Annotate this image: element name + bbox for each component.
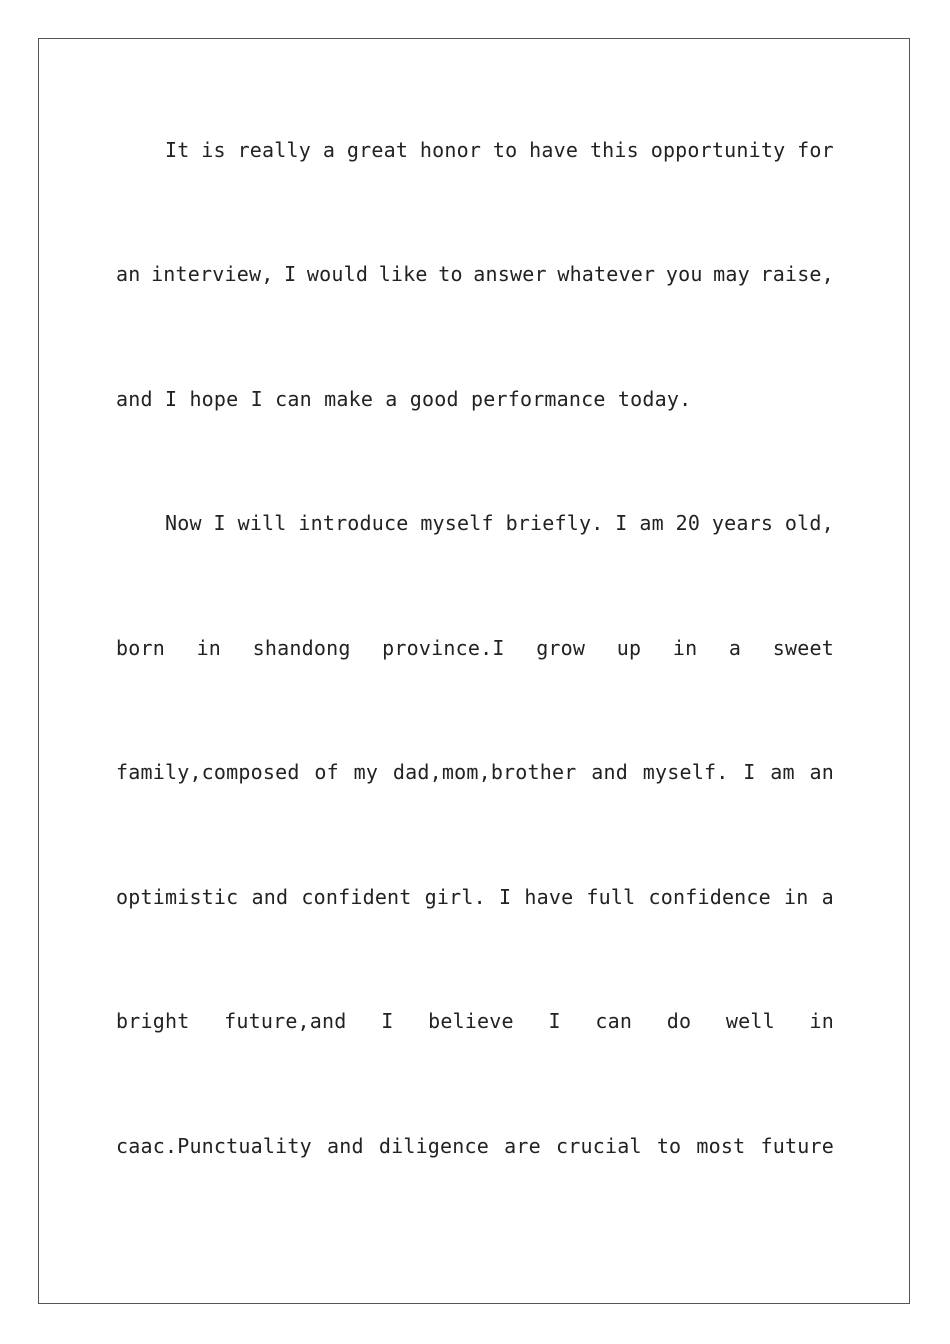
- paragraph-2-line-3: [116, 757, 834, 787]
- word: would: [306, 262, 369, 286]
- word: have: [529, 138, 579, 162]
- word: I: [548, 1009, 561, 1033]
- paragraph-2-line-6: [116, 1131, 834, 1161]
- word: briefly.: [505, 511, 604, 535]
- word: optimistic: [116, 885, 239, 909]
- word: girl.: [424, 885, 486, 909]
- page-border: [38, 38, 910, 1304]
- word: an: [809, 760, 834, 784]
- word: I: [284, 262, 297, 286]
- word: I: [498, 885, 512, 909]
- paragraph-1-line-2: [116, 259, 834, 289]
- word: dad,mom,brother: [392, 760, 577, 784]
- word: full: [586, 885, 636, 909]
- word: you: [665, 262, 703, 286]
- word: of: [314, 760, 339, 784]
- paragraph-1-line-1: [165, 135, 834, 165]
- word: bright: [116, 1009, 190, 1033]
- word: opportunity: [650, 138, 786, 162]
- word: have: [524, 885, 574, 909]
- word: am: [639, 511, 664, 535]
- word: 20: [675, 511, 701, 535]
- word: is: [201, 138, 226, 162]
- word: a: [322, 138, 336, 162]
- word: in: [809, 1009, 834, 1033]
- word: born: [116, 636, 165, 660]
- word: future,and: [224, 1009, 347, 1033]
- word: family,composed: [116, 760, 300, 784]
- word: confident: [301, 885, 412, 909]
- word: and: [326, 1134, 364, 1158]
- word: my: [353, 760, 379, 784]
- word: well: [725, 1009, 775, 1033]
- word: confidence: [648, 885, 771, 909]
- word: I: [213, 511, 226, 535]
- word: up: [616, 636, 642, 660]
- word: to: [492, 138, 518, 162]
- word: most: [696, 1134, 746, 1158]
- word: I: [615, 511, 628, 535]
- word: can: [595, 1009, 633, 1033]
- word: I: [381, 1009, 394, 1033]
- word: really: [237, 138, 312, 162]
- word: I: [743, 760, 756, 784]
- word: whatever: [557, 262, 656, 286]
- word: in: [784, 885, 809, 909]
- word: an: [116, 262, 141, 286]
- word: like: [378, 262, 428, 286]
- word: am: [770, 760, 795, 784]
- word: are: [504, 1134, 541, 1158]
- paragraph-2-line-5: [116, 1006, 834, 1036]
- word: myself.: [642, 760, 729, 784]
- word: caac.Punctuality: [116, 1134, 312, 1158]
- word: years: [711, 511, 774, 535]
- word: this: [589, 138, 639, 162]
- word: province.I: [382, 636, 505, 660]
- word: for: [797, 138, 834, 162]
- word: believe: [428, 1009, 514, 1033]
- word: crucial: [556, 1134, 642, 1158]
- word: a: [728, 636, 742, 660]
- word: may: [713, 262, 750, 286]
- word: to: [438, 262, 463, 286]
- word: will: [237, 511, 287, 535]
- word: honor: [419, 138, 482, 162]
- word: in: [672, 636, 698, 660]
- word: old,: [784, 511, 834, 535]
- word: grow: [536, 636, 586, 660]
- word: raise,: [760, 262, 834, 286]
- word: future: [760, 1134, 834, 1158]
- word: diligence: [378, 1134, 490, 1158]
- paragraph-2-line-4: [116, 882, 834, 912]
- word: Now: [165, 511, 202, 535]
- word: introduce: [298, 511, 409, 535]
- paragraph-2-line-1: [165, 508, 834, 538]
- word: shandong: [252, 636, 351, 660]
- paragraph-2-line-2: [116, 633, 834, 663]
- word: in: [196, 636, 222, 660]
- word: do: [666, 1009, 692, 1033]
- word: and: [591, 760, 629, 784]
- word: and: [251, 885, 289, 909]
- word: a: [821, 885, 834, 909]
- word: sweet: [772, 636, 834, 660]
- word: It: [165, 138, 190, 162]
- word: interview,: [151, 262, 274, 286]
- word: great: [346, 138, 409, 162]
- paragraph-1-line-3: and I hope I can make a good performance today.: [116, 387, 692, 411]
- word: to: [656, 1134, 682, 1158]
- word: myself: [420, 511, 494, 535]
- word: answer: [473, 262, 547, 286]
